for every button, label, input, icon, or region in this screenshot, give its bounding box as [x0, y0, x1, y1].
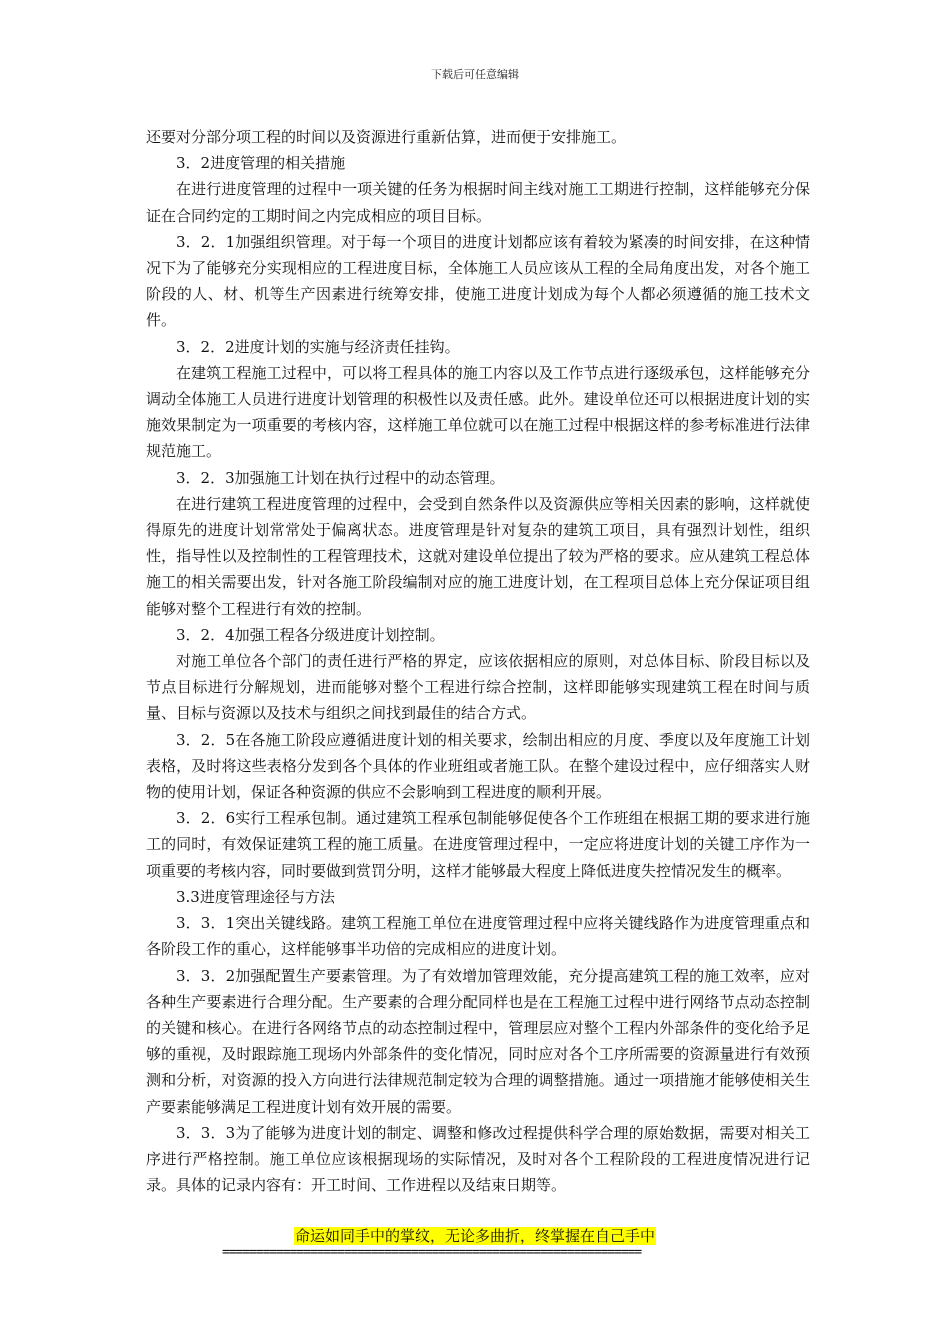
section-heading: 3．2进度管理的相关措施: [176, 154, 346, 173]
paragraph: 3．2．1加强组织管理。对于每一个项目的进度计划都应该有着较为紧凑的时间安排，在这种情况下为了能够充分实现相应的工程进度目标，全体施工人员应该从工程的全局角度出发，对各个施工阶段的人、材、机等生产因素进行统筹安排，使施工进度计划成为每个人都必须遵循的施工技术文件。: [146, 232, 810, 330]
paragraph: 3．3．2加强配置生产要素管理。为了有效增加管理效能，充分提高建筑工程的施工效率，应对各种生产要素进行合理分配。生产要素的合理分配同样也是在工程施工过程中进行网络节点动态控制的关键和核心。在进行各网络节点的动态控制过程中，管理层应对整个工程内外部条件的变化给予足够的重视，及时跟踪施工现场内外部条件的变化情况，同时应对各个工序所需要的资源量进行有效预测和分析，对资源的投入方向进行法律规范制定较为合理的调整措施。通过一项措施才能够使相关生产要素能够满足工程进度计划有效开展的需要。: [146, 966, 810, 1116]
paragraph: 3．3．1突出关键线路。建筑工程施工单位在进度管理过程中应将关键线路作为进度管理重点和各阶段工作的重心，这样能够事半功倍的完成相应的进度计划。: [146, 914, 810, 959]
subsection-heading: 3．2．3加强施工计划在执行过程中的动态管理。: [176, 468, 505, 487]
document-body: [146, 124, 810, 1198]
paragraph: 在建筑工程施工过程中，可以将工程具体的施工内容以及工作节点进行逐级承包，这样能够充分调动全体施工人员进行进度计划管理的积极性以及责任感。此外。建设单位还可以根据进度计划的实施效果制定为一项重要的考核内容，这样施工单位就可以在施工过程中根据这样的参考标准进行法律规范施工。: [146, 363, 810, 461]
paragraph: 对施工单位各个部门的责任进行严格的界定，应该依据相应的原则，对总体目标、阶段目标以及节点目标进行分解规划，进而能够对整个工程进行综合控制，这样即能够实现建筑工程在时间与质量、目标与资源以及技术与组织之间找到最佳的结合方式。: [146, 652, 810, 723]
section-heading: 3.3进度管理途径与方法: [176, 887, 335, 906]
subsection-heading: 3．2．2进度计划的实施与经济责任挂钩。: [176, 337, 460, 356]
paragraph: 3．2．6实行工程承包制。通过建筑工程承包制能够促使各个工作班组在根据工期的要求进行施工的同时，有效保证建筑工程的施工质量。在进度管理过程中，一定应将进度计划的关键工序作为一项重要的考核内容，同时要做到赏罚分明，这样才能够最大程度上降低进度失控情况发生的概率。: [146, 809, 810, 880]
page-header: 下载后可任意编辑: [431, 68, 519, 81]
paragraph: 在进行进度管理的过程中一项关键的任务为根据时间主线对施工工期进行控制，这样能够充分保证在合同约定的工期时间之内完成相应的项目目标。: [146, 180, 810, 225]
footer-slogan: [0, 1226, 950, 1246]
paragraph: 3．3．3为了能够为进度计划的制定、调整和修改过程提供科学合理的原始数据，需要对相关工序进行严格控制。施工单位应该根据现场的实际情况，及时对各个工程阶段的工程进度情况进行记录。具体的记录内容有：开工时间、工作进程以及结束日期等。: [146, 1123, 810, 1195]
footer-divider: ==============================================================: [222, 1245, 642, 1260]
subsection-heading: 3．2．4加强工程各分级进度计划控制。: [176, 625, 445, 644]
paragraph: 还要对分部分项工程的时间以及资源进行重新估算，进而便于安排施工。: [146, 128, 627, 146]
footer-slogan-text: 命运如同手中的掌纹，无论多曲折，终掌握在自己手中: [294, 1227, 655, 1245]
paragraph: 3．2．5在各施工阶段应遵循进度计划的相关要求，绘制出相应的月度、季度以及年度施工计划表格，及时将这些表格分发到各个具体的作业班组或者施工队。在整个建设过程中，应仔细落实人财物的使用计划，保证各种资源的供应不会影响到工程进度的顺利开展。: [146, 730, 810, 802]
paragraph: 在进行建筑工程进度管理的过程中，会受到自然条件以及资源供应等相关因素的影响，这样就使得原先的进度计划常常处于偏离状态。进度管理是针对复杂的建筑工项目，具有强烈计划性，组织性，指导性以及控制性的工程管理技术，这就对建设单位提出了较为严格的要求。应从建筑工程总体施工的相关需要出发，针对各施工阶段编制对应的施工进度计划，在工程项目总体上充分保证项目组能够对整个工程进行有效的控制。: [146, 494, 810, 618]
